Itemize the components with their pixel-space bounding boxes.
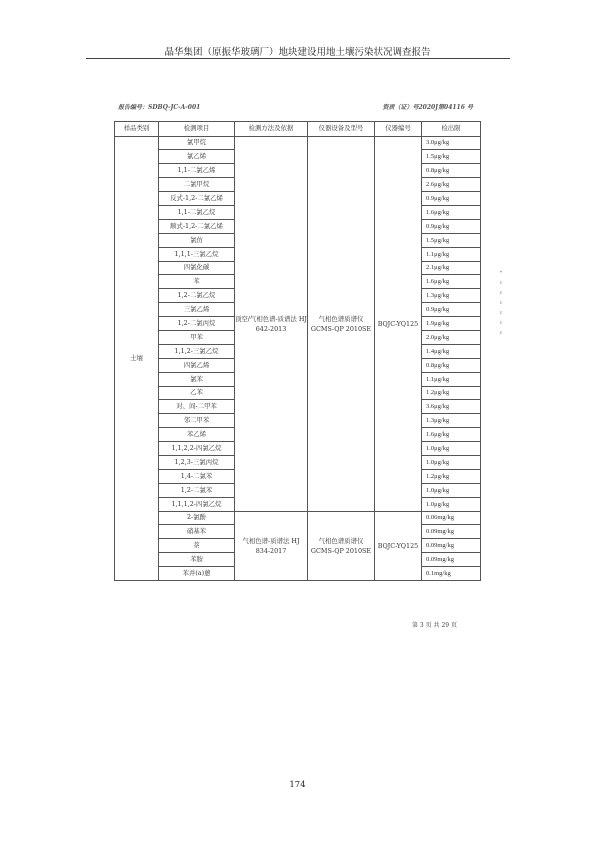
instrument-number-cell: BQJC-YQ125	[375, 511, 422, 580]
report-number: 报告编号：SDBQ-JC-A-001	[118, 104, 201, 111]
item-cell: 1,1,1,2-四氯乙烷	[159, 497, 235, 511]
margin-mark: c	[499, 320, 503, 326]
limit-cell: 1.2μg/kg	[422, 386, 481, 400]
limit-cell: 0.8μg/kg	[422, 164, 481, 178]
item-cell: 苯胺	[159, 553, 235, 567]
limit-cell: 2.1μg/kg	[422, 261, 481, 275]
item-cell: 1,2-二氯丙烷	[159, 317, 235, 331]
limit-cell: 1.0μg/kg	[422, 442, 481, 456]
page-count: 第 3 页 共 29 页	[412, 622, 457, 629]
limit-cell: 2.6μg/kg	[422, 178, 481, 192]
header-divider	[86, 58, 510, 59]
limit-cell: 3.0μg/kg	[422, 136, 481, 150]
limit-cell: 1.2μg/kg	[422, 469, 481, 483]
margin-mark: *	[499, 270, 503, 276]
limit-cell: 0.1mg/kg	[422, 567, 481, 581]
item-cell: 1,2-二氯苯	[159, 483, 235, 497]
method-cell: 顶空/气相色谱-质谱法 HJ 642-2013	[235, 136, 308, 511]
item-cell: 1,1,2-三氯乙烷	[159, 344, 235, 358]
item-cell: 1,1,1-三氯乙烷	[159, 247, 235, 261]
instrument-number-cell: BQJC-YQ125	[375, 136, 422, 511]
item-cell: 苯	[159, 275, 235, 289]
column-header: 检出限	[422, 122, 481, 137]
item-cell: 四氯化碳	[159, 261, 235, 275]
item-cell: 2-氯酚	[159, 511, 235, 525]
item-cell: 硝基苯	[159, 525, 235, 539]
item-cell: 1,1-二氯乙烷	[159, 205, 235, 219]
limit-cell: 0.8μg/kg	[422, 358, 481, 372]
limit-cell: 0.09mg/kg	[422, 553, 481, 567]
detection-limit-table	[114, 121, 481, 581]
margin-mark: c	[499, 310, 503, 316]
instrument-cell: 气相色谱质谱仪 GCMS-QP 2010SE	[308, 511, 375, 580]
item-cell: 对、间-二甲苯	[159, 400, 235, 414]
limit-cell: 1.1μg/kg	[422, 247, 481, 261]
item-cell: 1,1-二氯乙烯	[159, 164, 235, 178]
limit-cell: 1.0μg/kg	[422, 455, 481, 469]
table-header-row	[115, 122, 481, 137]
item-cell: 1,4-二氯苯	[159, 469, 235, 483]
page-header-title: 晶华集团（原振华玻璃厂）地块建设用地土壤污染状况调查报告	[164, 47, 431, 58]
limit-cell: 1.5μg/kg	[422, 150, 481, 164]
limit-cell: 1.4μg/kg	[422, 344, 481, 358]
item-cell: 氯甲烷	[159, 136, 235, 150]
column-header: 检测项目	[159, 122, 235, 137]
limit-cell: 0.9μg/kg	[422, 192, 481, 206]
page-number: 174	[289, 780, 306, 790]
item-cell: 三氯乙烯	[159, 303, 235, 317]
column-header: 仪器设备及型号	[308, 122, 375, 137]
margin-mark: c	[499, 290, 503, 296]
instrument-cell: 气相色谱质谱仪 GCMS-QP 2010SE	[308, 136, 375, 511]
limit-cell: 1.0μg/kg	[422, 497, 481, 511]
limit-cell: 2.0μg/kg	[422, 330, 481, 344]
limit-cell: 0.9μg/kg	[422, 303, 481, 317]
certificate-number: 资质（证）号2020J第04116 号	[382, 104, 473, 111]
item-cell: 甲苯	[159, 330, 235, 344]
item-cell: 顺式-1,2-二氯乙烯	[159, 219, 235, 233]
item-cell: 乙苯	[159, 386, 235, 400]
limit-cell: 1.3μg/kg	[422, 414, 481, 428]
limit-cell: 1.0μg/kg	[422, 483, 481, 497]
limit-cell: 1.6μg/kg	[422, 205, 481, 219]
limit-cell: 1.5μg/kg	[422, 233, 481, 247]
method-cell: 气相色谱-质谱法 HJ 834-2017	[235, 511, 308, 580]
margin-mark: c	[499, 300, 503, 306]
table-row	[115, 136, 481, 150]
limit-cell: 1.6μg/kg	[422, 428, 481, 442]
table-row	[115, 511, 481, 525]
limit-cell: 1.3μg/kg	[422, 289, 481, 303]
limit-cell: 3.6μg/kg	[422, 400, 481, 414]
table-body	[115, 136, 481, 581]
column-header: 样品类别	[115, 122, 159, 137]
limit-cell: 0.06mg/kg	[422, 511, 481, 525]
margin-mark: c	[499, 330, 503, 336]
item-cell: 四氯乙烯	[159, 358, 235, 372]
limit-cell: 0.9μg/kg	[422, 219, 481, 233]
item-cell: 1,2-二氯乙烷	[159, 289, 235, 303]
limit-cell: 1.6μg/kg	[422, 275, 481, 289]
item-cell: 二氯甲烷	[159, 178, 235, 192]
sample-category-cell: 土壤	[115, 136, 159, 581]
column-header: 仪器编号	[375, 122, 422, 137]
limit-cell: 1.1μg/kg	[422, 372, 481, 386]
limit-cell: 1.9μg/kg	[422, 317, 481, 331]
margin-mark: c	[499, 280, 503, 286]
item-cell: 苯并(a)蒽	[159, 567, 235, 581]
item-cell: 1,2,3-三氯丙烷	[159, 455, 235, 469]
margin-marks	[497, 268, 505, 338]
limit-cell: 0.09mg/kg	[422, 539, 481, 553]
item-cell: 氯苯	[159, 372, 235, 386]
item-cell: 氯乙烯	[159, 150, 235, 164]
column-header: 检测方法及依据	[235, 122, 308, 137]
item-cell: 苯乙烯	[159, 428, 235, 442]
item-cell: 邻二甲苯	[159, 414, 235, 428]
item-cell: 萘	[159, 539, 235, 553]
item-cell: 反式-1,2-二氯乙烯	[159, 192, 235, 206]
limit-cell: 0.09mg/kg	[422, 525, 481, 539]
item-cell: 1,1,2,2-四氯乙烷	[159, 442, 235, 456]
item-cell: 氯仿	[159, 233, 235, 247]
